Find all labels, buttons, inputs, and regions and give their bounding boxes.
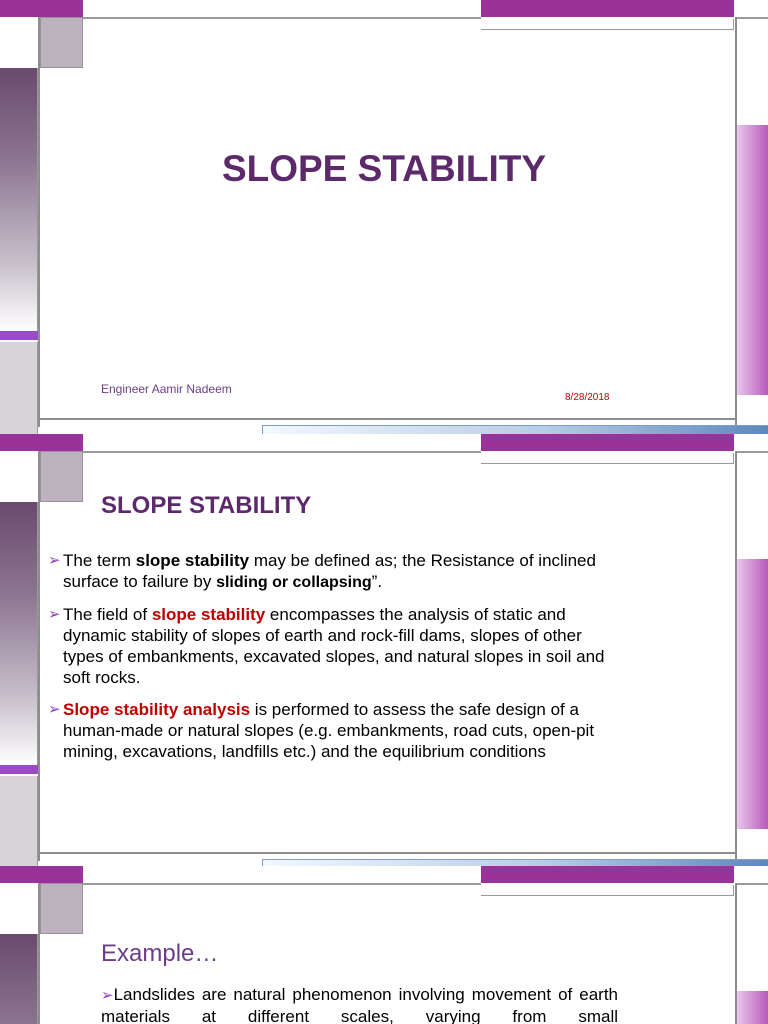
divider: [83, 451, 481, 453]
divider: [481, 453, 734, 464]
decorative-square: [40, 883, 83, 934]
slide-3: [0, 866, 768, 1024]
arrow-bullet-icon: ➢: [48, 606, 61, 623]
bullet-item: [48, 699, 616, 762]
left-gradient-panel: [0, 68, 38, 331]
decorative-square: [40, 451, 83, 502]
bullet-list: [48, 550, 616, 773]
slide-title: Example…: [101, 940, 219, 967]
arrow-bullet-icon: ➢: [101, 987, 114, 1004]
bold-term: slope stability: [135, 551, 250, 570]
left-accent-strip: [0, 765, 38, 774]
slide-date: 8/28/2018: [565, 392, 610, 403]
divider: [737, 451, 768, 453]
slide-title: SLOPE STABILITY: [221, 148, 547, 189]
accent-bar: [0, 866, 83, 883]
divider: [38, 852, 735, 854]
slide-title: SLOPE STABILITY: [101, 492, 312, 519]
accent-bar: [481, 434, 734, 451]
bullet-item: [101, 984, 618, 1024]
right-gradient-panel: [737, 991, 768, 1024]
bottom-blue-bar: [262, 425, 768, 434]
slide-1: [0, 0, 768, 434]
divider: [38, 451, 40, 861]
author-name: Engineer Aamir Nadeem: [101, 382, 232, 396]
divider: [38, 883, 40, 1024]
bullet-text: Landslides are natural phenomenon involving movement of earth materials at different scales, varying from small: [101, 985, 618, 1024]
left-gradient-panel: [0, 502, 38, 765]
arrow-bullet-icon: ➢: [48, 552, 61, 569]
bullet-text: ”.: [371, 572, 383, 591]
divider: [38, 17, 40, 427]
left-lower-panel: [0, 342, 38, 434]
bottom-blue-bar: [262, 859, 768, 866]
bullet-text: encompasses the analysis of static and dynamic stability of slopes of earth and rock-fill dams, slopes of other types of embankments, excavated slopes, and natural slopes in soil and soft rocks.: [63, 605, 605, 687]
divider: [83, 883, 481, 885]
divider: [481, 885, 734, 896]
accent-bar: [481, 866, 734, 883]
accent-bar: [0, 434, 83, 451]
bullet-text: The term: [63, 551, 136, 570]
left-accent-strip: [0, 331, 38, 340]
divider: [83, 17, 481, 19]
divider: [481, 19, 734, 30]
slide-2: [0, 434, 768, 866]
accent-bar: [0, 0, 83, 17]
left-gradient-panel: [0, 934, 38, 1024]
highlighted-term: slope stability: [151, 605, 266, 624]
divider: [737, 17, 768, 19]
arrow-bullet-icon: ➢: [48, 701, 61, 718]
right-gradient-panel: [737, 559, 768, 829]
divider: [38, 418, 735, 420]
decorative-square: [40, 17, 83, 68]
accent-bar: [481, 0, 734, 17]
bold-term: sliding or collapsing: [216, 574, 372, 591]
left-lower-panel: [0, 776, 38, 866]
bullet-item: [48, 550, 616, 593]
bullet-text: may be defined as; the Resistance of inclined surface to failure by: [63, 551, 596, 591]
divider: [737, 883, 768, 885]
bullet-text: The field of: [63, 605, 152, 624]
bullet-item: [48, 604, 616, 688]
highlighted-term: Slope stability analysis: [63, 700, 251, 719]
bullet-text: is performed to assess the safe design of a human-made or natural slopes (e.g. embankments, road cuts, open-pit mining, excavations, landfills etc.) and the equilibrium conditions: [63, 700, 595, 761]
